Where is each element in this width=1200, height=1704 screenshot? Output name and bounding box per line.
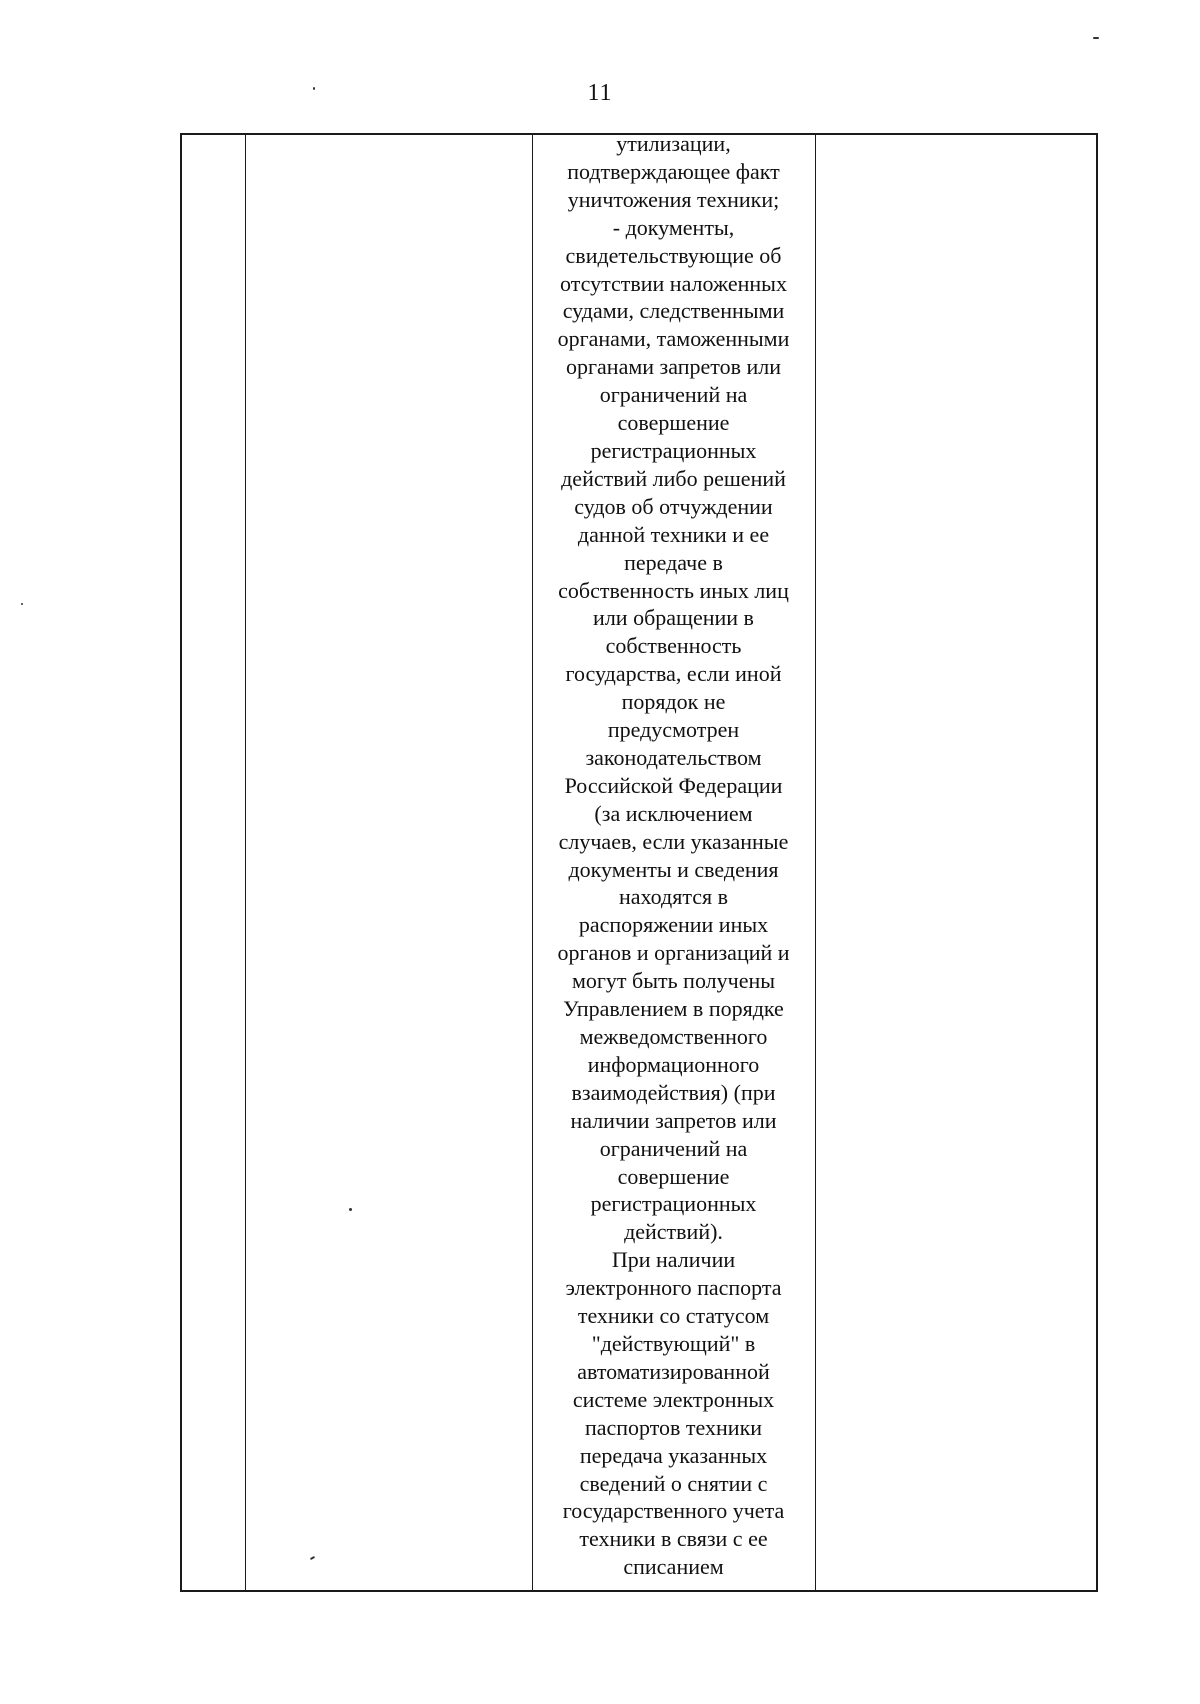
table-cell-text-line: автоматизированной: [577, 1358, 770, 1384]
table-cell-text-line: ограничений на: [599, 382, 748, 408]
table-cell-text-line: регистрационных: [590, 437, 757, 463]
table-cell-text-line: взаимодействия) (при: [571, 1079, 776, 1105]
scan-speck: [21, 603, 23, 605]
table-cell-text-line: законодательством: [585, 744, 762, 770]
table-cell-text-line: могут быть получены: [571, 968, 776, 994]
table-cell-text-line: судов об отчуждении: [574, 493, 773, 519]
table-cell-column-2: [245, 135, 532, 1590]
table-cell-text-line: системе электронных: [572, 1386, 775, 1412]
table-cell-text-line: паспортов техники: [584, 1414, 763, 1440]
table-cell-text-line: "действующий" в: [591, 1330, 756, 1356]
table-cell-text-line: отсутствии наложенных: [560, 270, 787, 296]
table-cell-column-4: [815, 135, 1098, 1590]
table-cell-text-line: действий либо решений: [561, 465, 786, 491]
scan-speck: [1093, 37, 1099, 39]
table-cell-text-line: наличии запретов или: [570, 1107, 777, 1133]
table-cell-text-line: или обращении в: [593, 605, 754, 631]
table-cell-text-line: порядок не: [621, 689, 726, 715]
table-cell-text-line: техники со статусом: [577, 1303, 770, 1329]
table-cell-text-line: данной техники и ее: [577, 521, 770, 547]
table-cell-text-line: Управлением в порядке: [563, 996, 784, 1022]
table-cell-text-line: передаче в: [624, 549, 723, 575]
table-cell-text-line: документы и сведения: [568, 856, 779, 882]
table-cell-text-line: При наличии: [611, 1247, 736, 1273]
table-cell-text-line: совершение: [617, 1163, 730, 1189]
table-cell-column-3: [532, 131, 815, 1590]
table-cell-text-line: - документы,: [612, 214, 735, 240]
table-cell-column-1: [182, 135, 245, 1590]
table-cell-text-line: Российской Федерации: [564, 772, 783, 798]
table-cell-text-line: (за исключением: [594, 800, 753, 826]
table-cell-text-line: распоряжении иных: [578, 912, 769, 938]
table-cell-text-line: свидетельствующие об: [565, 242, 782, 268]
document-table: [180, 133, 1098, 1592]
table-cell-text-line: органами запретов или: [566, 354, 781, 380]
table-cell-text-line: случаев, если указанные: [558, 828, 789, 854]
table-cell-text-line: судами, следственными: [562, 298, 785, 324]
page-number: 11: [587, 80, 613, 106]
table-cell-text-line: уничтожения техники;: [567, 186, 780, 212]
table-cell-text-line: межведомственного: [579, 1024, 768, 1049]
scan-speck: [349, 1208, 352, 1211]
table-cell-text-line: техники в связи с ее: [579, 1526, 768, 1552]
table-cell-text-line: регистрационных: [590, 1191, 757, 1217]
table-cell-text-line: списанием: [623, 1554, 724, 1580]
table-cell-text-line: собственность иных лиц: [558, 577, 789, 603]
table-cell-text-line: государственного учета: [562, 1498, 785, 1524]
table-cell-text-line: подтверждающее факт: [567, 158, 780, 184]
table-cell-text-line: находятся в: [618, 884, 729, 910]
table-cell-text-line: передача указанных: [579, 1442, 768, 1468]
table-cell-text-line: собственность: [605, 633, 742, 659]
table-cell-text-line: утилизации,: [616, 131, 731, 156]
table-cell-text-line: информационного: [587, 1051, 760, 1077]
table-cell-text-line: государства, если иной: [565, 661, 782, 687]
table-cell-text-line: действий).: [624, 1219, 723, 1245]
table-cell-text-line: предусмотрен: [607, 717, 740, 743]
scan-speck: [313, 87, 315, 90]
table-cell-text-line: совершение: [617, 410, 730, 436]
table-cell-text-line: сведений о снятии с: [579, 1470, 768, 1496]
table-cell-text-line: органов и организаций и: [557, 940, 790, 966]
table-cell-text-line: ограничений на: [599, 1135, 748, 1161]
table-cell-text-line: органами, таможенными: [557, 326, 790, 352]
table-cell-text-line: электронного паспорта: [565, 1275, 782, 1301]
